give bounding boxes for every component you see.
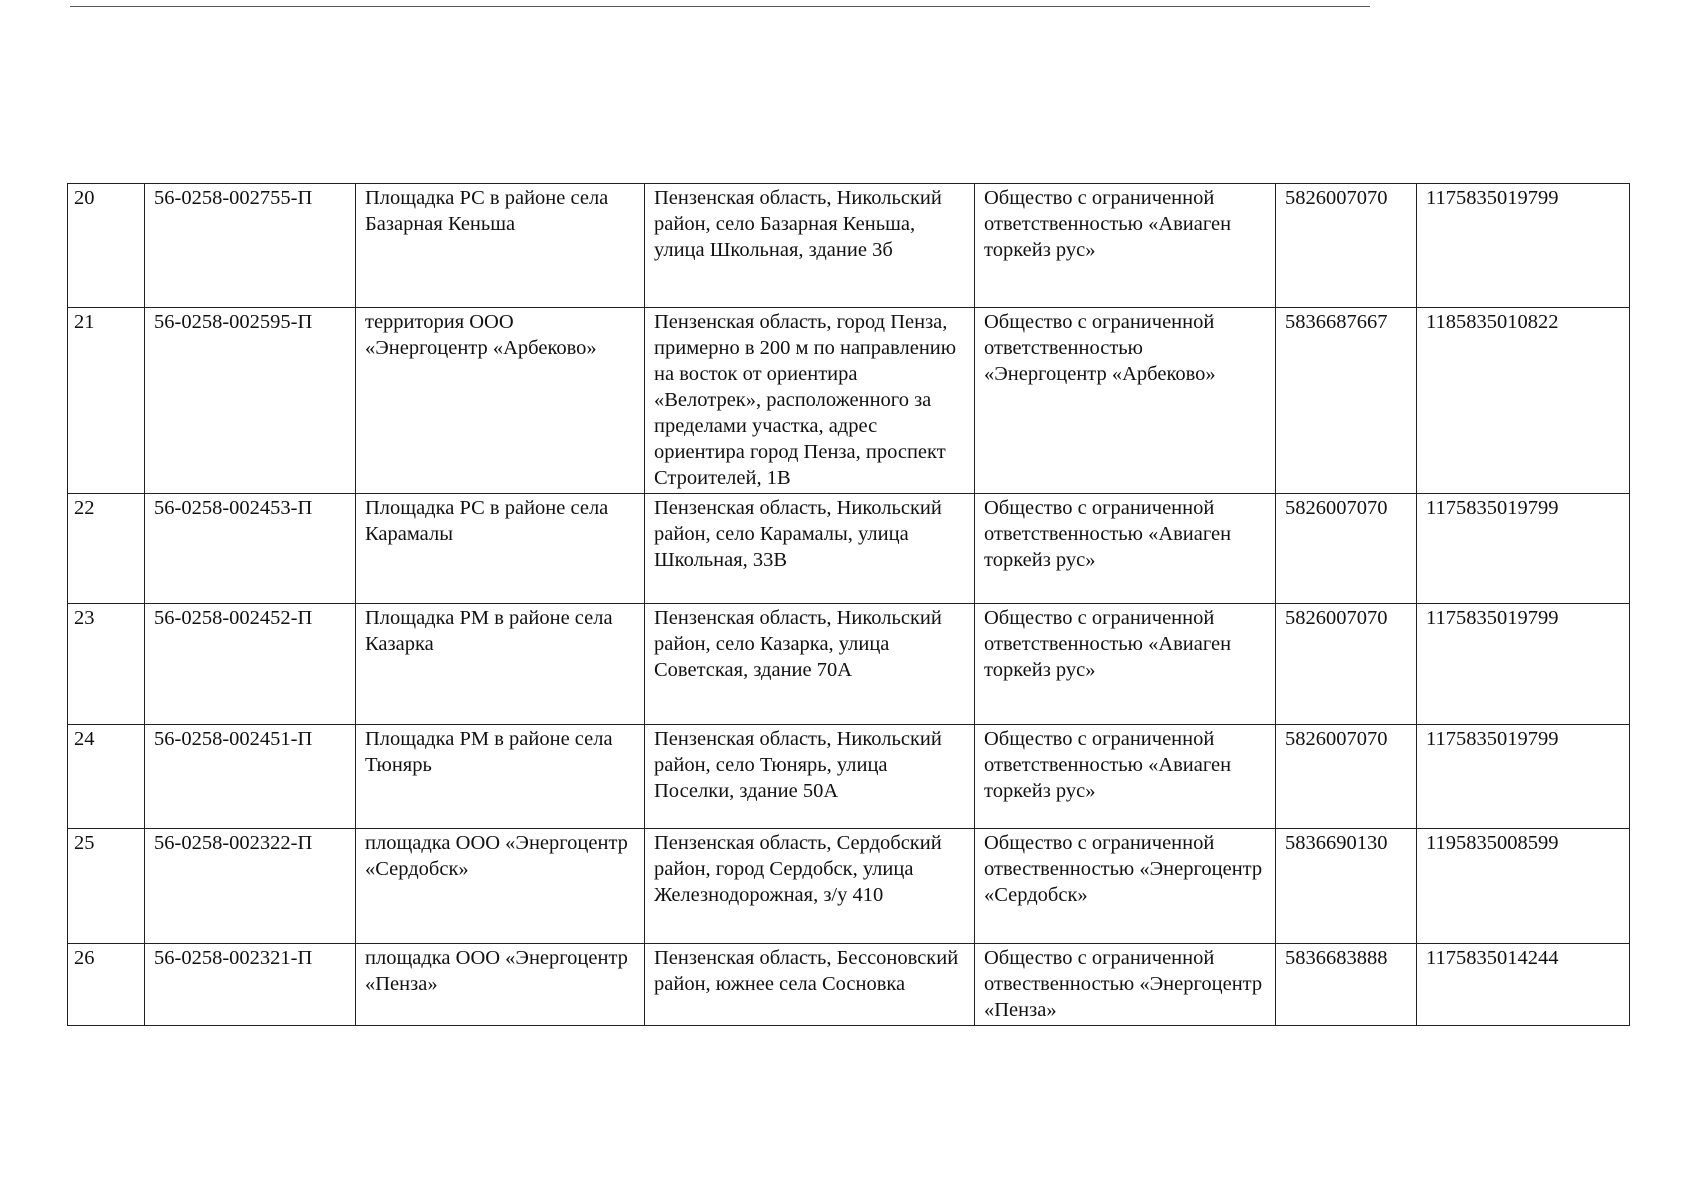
table-row [68,725,1630,829]
object-name: территория ООО «Энергоцентр «Арбеково» [356,308,645,494]
object-code: 56-0258-002451-П [145,725,356,829]
table-row [68,494,1630,604]
table-row [68,184,1630,308]
table-row [68,829,1630,944]
object-address: Пензенская область, Никольский район, село Базарная Кеньша, улица Школьная, здание 3б [645,184,975,308]
organization-name: Общество с ограниченной отвественностью «Энергоцентр «Пенза» [975,944,1276,1026]
object-name: Площадка РС в районе села Базарная Кеньша [356,184,645,308]
inn-value: 5826007070 [1276,604,1417,725]
inn-value: 5826007070 [1276,725,1417,829]
row-number: 25 [68,829,145,944]
object-address: Пензенская область, город Пенза, примерно в 200 м по направлению на восток от ориентира «Велотрек», расположенного за пределами участка, адрес ориентира город Пенза, проспект Строителей, 1В [645,308,975,494]
top-scan-line [70,6,1370,7]
object-address: Пензенская область, Никольский район, село Карамалы, улица Школьная, 33В [645,494,975,604]
object-name: площадка ООО «Энергоцентр «Пенза» [356,944,645,1026]
object-code: 56-0258-002453-П [145,494,356,604]
table-row [68,944,1630,1026]
organization-name: Общество с ограниченной отвественностью «Энергоцентр «Сердобск» [975,829,1276,944]
inn-value: 5836683888 [1276,944,1417,1026]
inn-value: 5826007070 [1276,184,1417,308]
table-row [68,308,1630,494]
object-address: Пензенская область, Никольский район, село Тюнярь, улица Поселки, здание 50А [645,725,975,829]
ogrn-value: 1175835019799 [1417,725,1630,829]
ogrn-value: 1185835010822 [1417,308,1630,494]
object-code: 56-0258-002321-П [145,944,356,1026]
inn-value: 5836687667 [1276,308,1417,494]
object-address: Пензенская область, Никольский район, село Казарка, улица Советская, здание 70А [645,604,975,725]
row-number: 23 [68,604,145,725]
row-number: 26 [68,944,145,1026]
organization-name: Общество с ограниченной ответственностью «Авиаген торкейз рус» [975,725,1276,829]
object-code: 56-0258-002322-П [145,829,356,944]
table-row [68,604,1630,725]
object-address: Пензенская область, Бессоновский район, южнее села Сосновка [645,944,975,1026]
object-name: Площадка РМ в районе села Тюнярь [356,725,645,829]
organization-name: Общество с ограниченной ответственностью «Авиаген торкейз рус» [975,494,1276,604]
inn-value: 5836690130 [1276,829,1417,944]
ogrn-value: 1175835019799 [1417,184,1630,308]
object-name: площадка ООО «Энергоцентр «Сердобск» [356,829,645,944]
organization-name: Общество с ограниченной ответственностью «Авиаген торкейз рус» [975,184,1276,308]
object-code: 56-0258-002452-П [145,604,356,725]
object-name: Площадка РМ в районе села Казарка [356,604,645,725]
row-number: 22 [68,494,145,604]
ogrn-value: 1195835008599 [1417,829,1630,944]
ogrn-value: 1175835019799 [1417,604,1630,725]
inn-value: 5826007070 [1276,494,1417,604]
object-code: 56-0258-002755-П [145,184,356,308]
row-number: 20 [68,184,145,308]
registry-table [67,183,1630,1026]
organization-name: Общество с ограниченной ответственностью «Авиаген торкейз рус» [975,604,1276,725]
object-name: Площадка РС в районе села Карамалы [356,494,645,604]
object-address: Пензенская область, Сердобский район, город Сердобск, улица Железнодорожная, з/у 410 [645,829,975,944]
ogrn-value: 1175835014244 [1417,944,1630,1026]
object-code: 56-0258-002595-П [145,308,356,494]
row-number: 24 [68,725,145,829]
ogrn-value: 1175835019799 [1417,494,1630,604]
row-number: 21 [68,308,145,494]
organization-name: Общество с ограниченной ответственностью «Энергоцентр «Арбеково» [975,308,1276,494]
